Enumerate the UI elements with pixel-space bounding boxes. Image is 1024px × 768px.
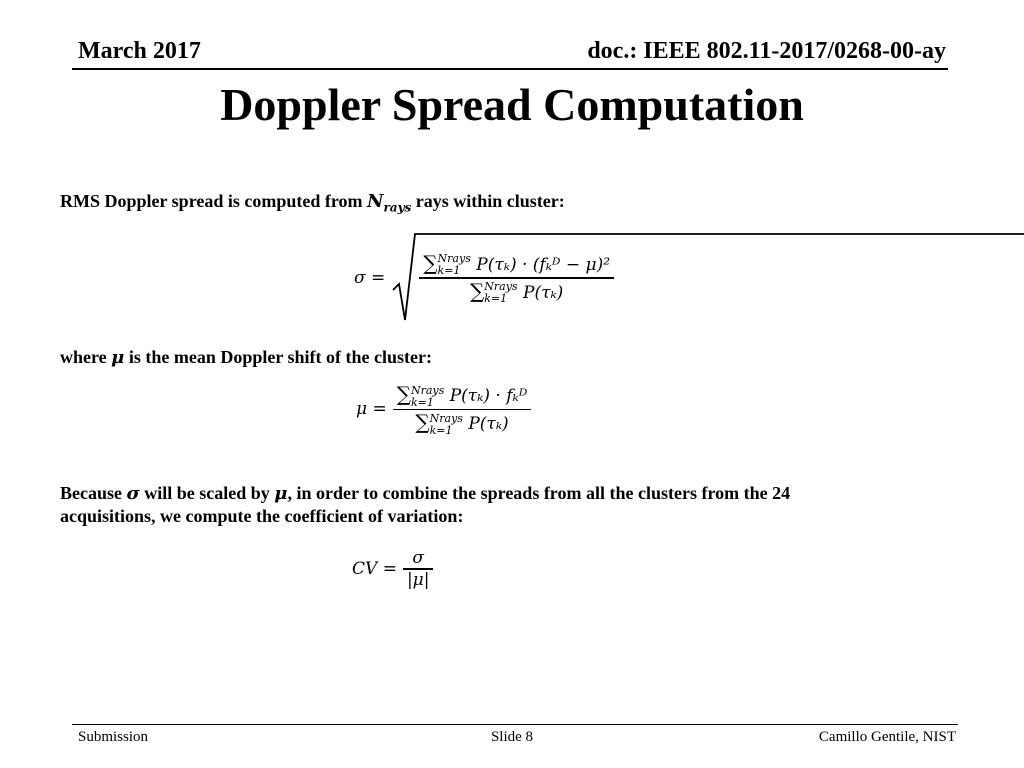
header-doc-id: doc.: IEEE 802.11-2017/0268-00-ay — [587, 38, 946, 64]
eq3-denominator: |μ| — [406, 569, 430, 590]
equation-cv — [352, 548, 433, 590]
eq1-lhs: σ = — [354, 268, 386, 288]
footer-submission: Submission — [78, 729, 149, 745]
paragraph-mean: where μ is the mean Doppler shift of the cluster: — [60, 347, 432, 368]
eq1-denominator: ∑ Nrays k=1 P(τₖ) — [470, 278, 564, 306]
eq1-numerator: ∑ Nrays k=1 P(τₖ) · (fₖᴰ − μ)² — [423, 250, 611, 278]
footer-slide-number: Slide 8 — [490, 729, 534, 745]
equation-sigma — [354, 232, 614, 324]
eq2-denominator: ∑ Nrays k=1 P(τₖ) — [415, 410, 509, 437]
footer-author: Camillo Gentile, NIST — [818, 729, 956, 745]
slide-title: Doppler Spread Computation — [220, 79, 804, 130]
para1-var: $N_{rays}$ — [367, 191, 412, 215]
eq2-lhs: μ = — [356, 399, 387, 420]
equation-mu — [356, 382, 531, 437]
header-rule — [72, 68, 948, 70]
sqrt-icon — [393, 232, 415, 324]
sum-icon: ∑ — [396, 382, 411, 406]
sum-icon: ∑ — [423, 250, 438, 275]
header-date: March 2017 — [78, 38, 201, 64]
eq3-fraction — [403, 548, 434, 590]
paragraph-rms — [60, 190, 840, 219]
sum-icon: ∑ — [415, 410, 430, 434]
sum-icon: ∑ — [470, 278, 485, 303]
para1-after: rays within cluster: — [415, 191, 565, 211]
eq2-numerator: ∑ Nrays k=1 P(τₖ) · fₖᴰ — [396, 382, 528, 409]
eq3-numerator: σ — [412, 548, 424, 568]
para1-before: RMS Doppler spread is computed from — [60, 191, 363, 211]
eq3-lhs: CV = — [352, 558, 397, 579]
eq2-fraction — [393, 382, 532, 437]
paragraph-cv: Because σ will be scaled by μ, in order to combine the spreads from all the clusters from the 24 acquisitions, we compute the coefficient of variation: — [60, 483, 791, 526]
footer-rule — [72, 724, 958, 725]
eq1-fraction — [419, 251, 614, 306]
